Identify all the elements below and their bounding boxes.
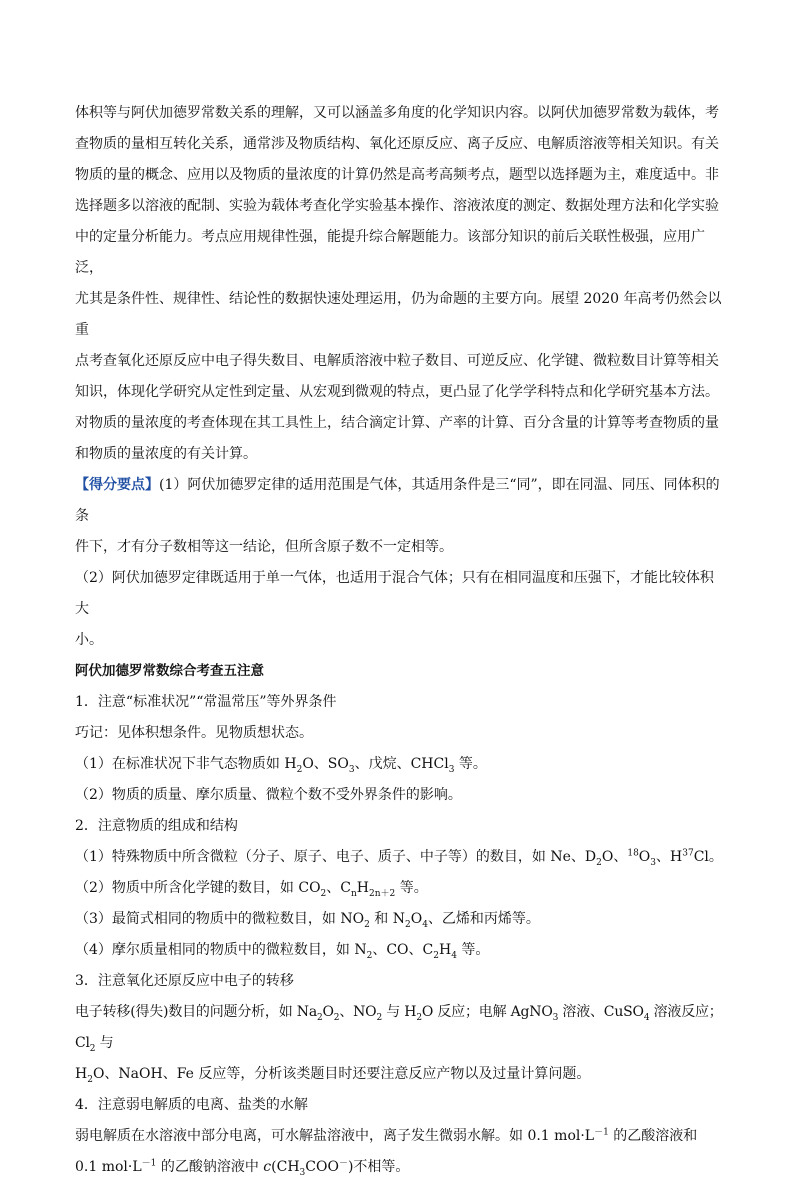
subscript: 2n＋2 (369, 888, 396, 899)
subscript: 2 (596, 857, 602, 868)
text: 溶液反应；Cl (75, 1004, 723, 1051)
superscript: －1 (141, 1158, 157, 1169)
key-point-2: （2）阿伏加德罗定律既适用于单一气体，也适用于混合气体；只有在相同温度和压强下，才能比较体积大 (75, 570, 714, 617)
subscript: 3 (299, 1167, 306, 1178)
superscript: 18 (627, 848, 639, 859)
subscript: 2 (364, 919, 370, 930)
text: O 反应；电解 AgNO (421, 1004, 553, 1020)
subscript: 2 (296, 764, 303, 775)
text: （1）特殊物质中所含微粒（分子、原子、电子、质子、中子等）的数目，如 Ne、D (75, 849, 597, 865)
subscript: 3 (552, 1012, 559, 1023)
key-points-label: 【得分要点】 (75, 477, 159, 493)
text: O、 (601, 849, 628, 865)
text: 等。 (456, 942, 490, 958)
subscript: 2 (320, 888, 327, 899)
subscript: 3 (650, 857, 657, 868)
key-point-1-cont: 件下，才有分子数相等这一结论，但所含原子数不一定相等。 (75, 539, 453, 555)
text-line: 对物质的量浓度的考查体现在其工具性上，结合滴定计算、产率的计算、百分含量的计算等考查物质的量 (75, 415, 719, 431)
item-3-title: 3．注意氧化还原反应中电子的转移 (75, 973, 294, 989)
subscript: 2 (404, 919, 411, 930)
text-line: 体积等与阿伏加德罗常数关系的理解，又可以涵盖多角度的化学知识内容。以阿伏加德罗常数为载体，考 (75, 105, 719, 121)
text: 0.1 mol·L (75, 1159, 142, 1175)
text: c (263, 1159, 272, 1175)
text-line: 点考查氧化还原反应中电子得失数目、电解质溶液中粒子数目、可逆反应、化学键、微粒数目计算等相关 (75, 353, 719, 369)
text: （1）在标准状况下非气态物质如 H (75, 756, 297, 772)
text: 、C (326, 880, 351, 896)
subscript: 2 (316, 1012, 323, 1023)
text: Cl。 (693, 849, 723, 865)
text: 、乙烯和丙烯等。 (427, 911, 540, 927)
text: O (322, 1004, 334, 1020)
text: (CH (271, 1159, 300, 1175)
text-line: 选择题多以溶液的配制、实验为载体考查化学实验基本操作、溶液浓度的测定、数据处理方法和化学实验 (75, 198, 719, 214)
key-point-1 (75, 470, 723, 532)
item-2-sub-1 (75, 842, 723, 873)
text: )不相等。 (347, 1159, 410, 1175)
subscript: 2 (366, 950, 373, 961)
superscript: 37 (682, 848, 694, 859)
item-1-sub-2: （2）物质的质量、摩尔质量、微粒个数不受外界条件的影响。 (75, 787, 462, 803)
item-3-line-2 (75, 1059, 723, 1090)
text: 、戊烷、CHCl (354, 756, 449, 772)
text: 的乙酸溶液和 (608, 1128, 698, 1144)
subscript: n (351, 888, 357, 899)
text: （2）物质中所含化学键的数目，如 CO (75, 880, 321, 896)
subscript: 4 (643, 1012, 650, 1023)
key-point-text: (1）阿伏加德罗定律的适用范围是气体，其适用条件是三“同”，即在同温、同压、同体积的条 (75, 477, 720, 524)
key-point-2-cont: 小。 (75, 632, 103, 648)
text: 与 H (382, 1004, 417, 1020)
text: 等。 (454, 756, 487, 772)
text: O (638, 849, 651, 865)
intro-paragraph (75, 98, 723, 470)
text: H (75, 1066, 88, 1082)
item-2-sub-3 (75, 904, 723, 935)
superscript: － (338, 1158, 348, 1169)
text: （4）摩尔质量相同的物质中的微粒数目，如 N (75, 942, 367, 958)
subscript: 2 (433, 950, 439, 961)
text: 弱电解质在水溶液中部分电离，可水解盐溶液中，离子发生微弱水解。如 0.1 mol·L (75, 1128, 595, 1144)
text: 与 (95, 1035, 114, 1051)
text: H (356, 880, 370, 896)
item-4-line-2 (75, 1152, 723, 1183)
subscript: 2 (87, 1074, 93, 1085)
item-1-title: 1．注意“标准状况”“常温常压”等外界条件 (75, 694, 337, 710)
item-2-title: 2．注意物质的组成和结构 (75, 818, 238, 834)
text: 电子转移(得失)数目的问题分析，如 Na (75, 1004, 317, 1020)
text: 的乙酸钠溶液中 (156, 1159, 264, 1175)
text: 、H (656, 849, 683, 865)
text: O、NaOH、Fe 反应等，分析该类题目时还要注意反应产物以及过量计算问题。 (92, 1066, 591, 1082)
text-line: 物质的量的概念、应用以及物质的量浓度的计算仍然是高考高频考点，题型以选择题为主，难度适中。非 (75, 167, 719, 183)
text: 、CO、C (372, 942, 434, 958)
text: （3）最简式相同的物质中的微粒数目，如 NO (75, 911, 365, 927)
item-4-title: 4．注意弱电解质的电离、盐类的水解 (75, 1097, 308, 1113)
text-line: 中的定量分析能力。考点应用规律性强，能提升综合解题能力。该部分知识的前后关联性极强，应用广泛， (75, 229, 705, 276)
item-1-sub-1 (75, 749, 723, 780)
subscript: 2 (333, 1012, 340, 1023)
text: O、SO (302, 756, 349, 772)
item-2-sub-4 (75, 935, 723, 966)
text-line: 和物质的量浓度的有关计算。 (75, 446, 257, 462)
text: 、NO (339, 1004, 377, 1020)
subscript: 2 (416, 1012, 422, 1023)
text-line: 尤其是条件性、规律性、结论性的数据快速处理运用，仍为命题的主要方向。展望 2020 年高考仍然会以重 (75, 291, 722, 338)
text: O (410, 911, 423, 927)
item-3-line-1 (75, 997, 723, 1059)
item-2-sub-2 (75, 873, 723, 904)
item-4-line-1 (75, 1121, 723, 1152)
text-line: 查物质的量相互转化关系，通常涉及物质结构、氧化还原反应、离子反应、电解质溶液等相关知识。有关 (75, 136, 719, 152)
subscript: 2 (89, 1043, 96, 1054)
text: 溶液、CuSO (558, 1004, 644, 1020)
item-1-tip: 巧记：见体积想条件。见物质想状态。 (75, 725, 313, 741)
text: 等。 (395, 880, 428, 896)
text: H (438, 942, 452, 958)
subscript: 3 (448, 764, 455, 775)
text: COO (305, 1159, 339, 1175)
subscript: 2 (376, 1012, 382, 1023)
subscript: 4 (451, 950, 457, 961)
superscript: －1 (594, 1127, 609, 1138)
section-heading: 阿伏加德罗常数综合考查五注意 (75, 663, 264, 679)
text-line: 知识，体现化学研究从定性到定量、从宏观到微观的特点，更凸显了化学学科特点和化学研究基本方法。 (75, 384, 719, 400)
subscript: 3 (348, 764, 355, 775)
text: 和 N (369, 911, 405, 927)
document-body (75, 98, 723, 1183)
key-points-block (75, 470, 723, 656)
subscript: 4 (422, 919, 428, 930)
